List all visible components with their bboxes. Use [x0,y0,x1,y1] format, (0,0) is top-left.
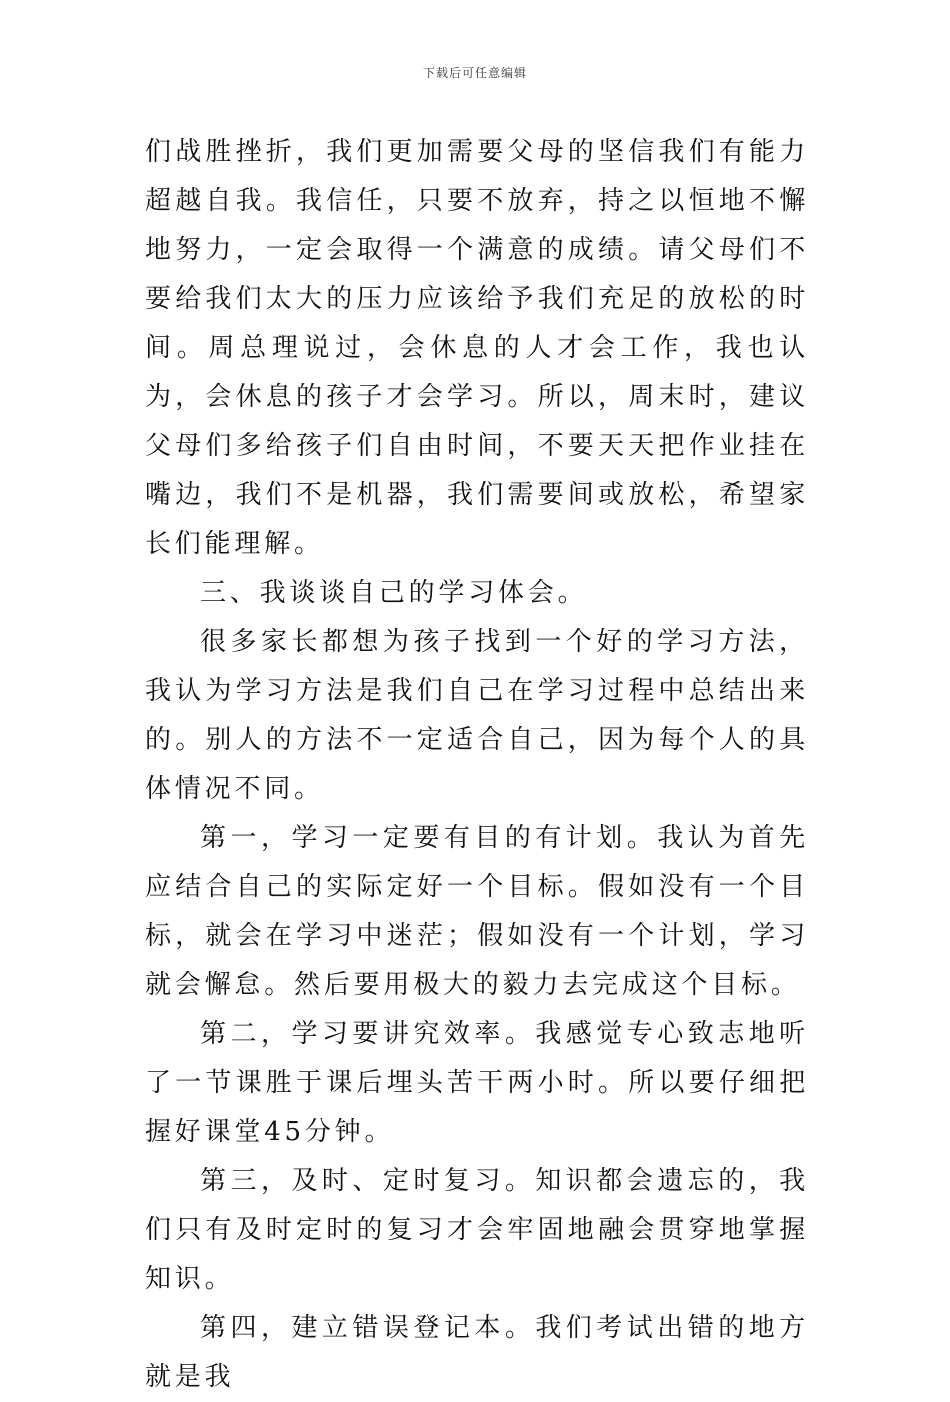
paragraph-learning-method: 很多家长都想为孩子找到一个好的学习方法，我认为学习方法是我们自己在学习过程中总结出来的。别人的方法不一定适合自己，因为每个人的具体情况不同。 [145,627,809,804]
paragraph-point-four: 第四，建立错误登记本。我们考试出错的地方就是我 [145,1313,809,1392]
paragraph-point-three: 第三，及时、定时复习。知识都会遗忘的，我们只有及时定时的复习才会牢固地融会贯穿地掌握知识。 [145,1166,809,1294]
document-body [145,128,809,1402]
paragraph-section-heading: 三、我谈谈自己的学习体会。 [200,578,588,608]
paragraph-point-two: 第二，学习要讲究效率。我感觉专心致志地听了一节课胜于课后埋头苦干两小时。所以要仔细把握好课堂45分钟。 [145,1019,809,1147]
paragraph-point-one: 第一，学习一定要有目的有计划。我认为首先应结合自己的实际定好一个目标。假如没有一个目标，就会在学习中迷茫；假如没有一个计划，学习就会懈怠。然后要用极大的毅力去完成这个目标。 [145,823,809,1000]
page-header: 下载后可任意编辑 [422,66,527,80]
paragraph-continuation: 们战胜挫折，我们更加需要父母的坚信我们有能力超越自我。我信任，只要不放弃，持之以恒地不懈地努力，一定会取得一个满意的成绩。请父母们不要给我们太大的压力应该给予我们充足的放松的时间。周总理说过，会休息的人才会工作，我也认为，会休息的孩子才会学习。所以，周末时，建议父母们多给孩子们自由时间，不要天天把作业挂在嘴边，我们不是机器，我们需要间或放松，希望家长们能理解。 [145,137,809,559]
